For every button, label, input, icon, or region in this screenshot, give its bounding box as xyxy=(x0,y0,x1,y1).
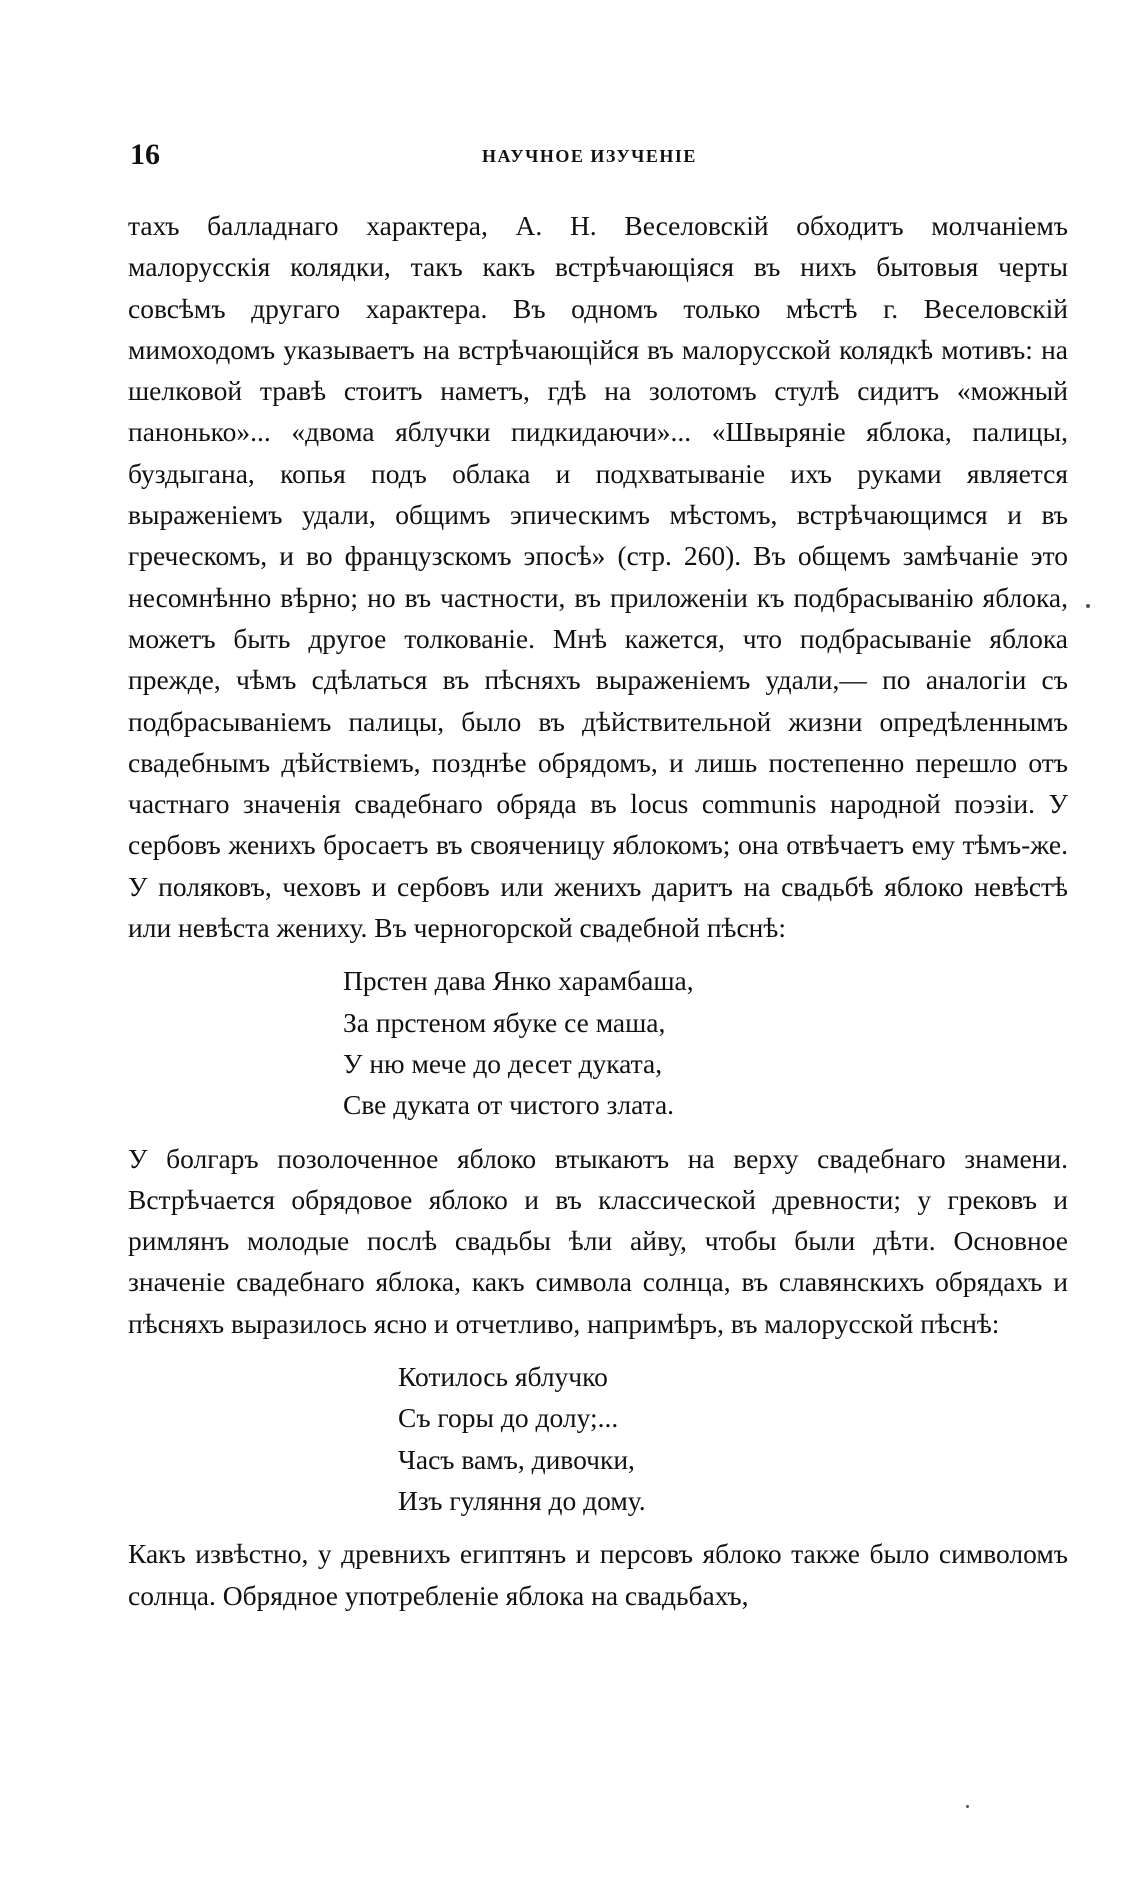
poem-line: Све дуката от чистого злата. xyxy=(343,1089,675,1121)
poem-line: У ню мече до десет дуката, xyxy=(343,1047,663,1079)
paragraph: тахъ балладнаго характера, А. Н. Веселовскій обходитъ молчаніемъ малорусскія колядки, такъ какъ встрѣчающіяся въ нихъ бытовыя черты совсѣмъ другаго характера. Въ одномъ только мѣстѣ г. Веселовскій мимоходомъ указываетъ на встрѣчающійся въ малорусской колядкѣ мотивъ: на шелковой травѣ стоитъ наметъ, гдѣ на золотомъ стулѣ сидитъ «можный панонько»... «двома яблучки пидкидаючи»... «Швыряніе яблока, палицы, буздыгана, копья подъ облака и подхватываніе ихъ руками является выраженіемъ удали, общимъ эпическимъ мѣстомъ, встрѣчающимся и въ греческомъ, и во французскомъ эпосѣ» (стр. 260). Въ общемъ замѣчаніе это несомнѣнно вѣрно; но въ частности, въ приложеніи къ подбрасыванію яблока, можетъ быть другое толкованіе. Мнѣ кажется, что подбрасываніе яблока прежде, чѣмъ сдѣлаться въ пѣсняхъ выраженіемъ удали,— по аналогіи съ подбрасываніемъ палицы, было въ дѣйствительной жизни опредѣленнымъ свадебнымъ дѣйствіемъ, позднѣе обрядомъ, и лишь постепенно перешло отъ частнаго значенія свадебнаго обряда въ locus communis народной поэзіи. У сербовъ женихъ бросаетъ въ свояченицу яблокомъ; она отвѣчаетъ ему тѣмъ-же. У поляковъ, чеховъ и сербовъ или женихъ даритъ на свадьбѣ яблоко невѣстѣ или невѣста жениху. Въ черногорской свадебной пѣснѣ: xyxy=(128,210,1068,944)
poem-line: Изъ гуляння до дому. xyxy=(398,1484,646,1516)
body-text xyxy=(128,205,1068,1616)
poem-line: Съ горы до долу;... xyxy=(398,1402,619,1434)
running-title: НАУЧНОЕ ИЗУЧЕНІЕ xyxy=(482,146,697,166)
print-speck xyxy=(1086,604,1090,608)
poem-line: За прстеном ябуке се маша, xyxy=(343,1006,666,1038)
little-russian-song-quote xyxy=(128,1356,1068,1521)
poem-line: Прстен дава Янко харамбаша, xyxy=(343,965,694,997)
poem-line: Котилось яблучко xyxy=(398,1361,608,1393)
page-number: 16 xyxy=(130,138,160,171)
page-header xyxy=(130,138,1070,178)
poem-line: Часъ вамъ, дивочки, xyxy=(398,1443,635,1475)
print-speck xyxy=(966,1805,969,1808)
montenegrin-song-quote xyxy=(128,960,1068,1125)
paragraph: Какъ извѣстно, у древнихъ египтянъ и персовъ яблоко также было символомъ солнца. Обрядное употребленіе яблока на свадьбахъ, xyxy=(128,1538,1068,1611)
paragraph: У болгаръ позолоченное яблоко втыкаютъ на верху свадебнаго знамени. Встрѣчается обрядовое яблоко и въ классической древности; у грековъ и римлянъ молодые послѣ свадьбы ѣли айву, чтобы были дѣти. Основное значеніе свадебнаго яблока, какъ символа солнца, въ славянскихъ обрядахъ и пѣсняхъ выразилось ясно и отчетливо, напримѣръ, въ малорусской пѣснѣ: xyxy=(128,1142,1068,1339)
